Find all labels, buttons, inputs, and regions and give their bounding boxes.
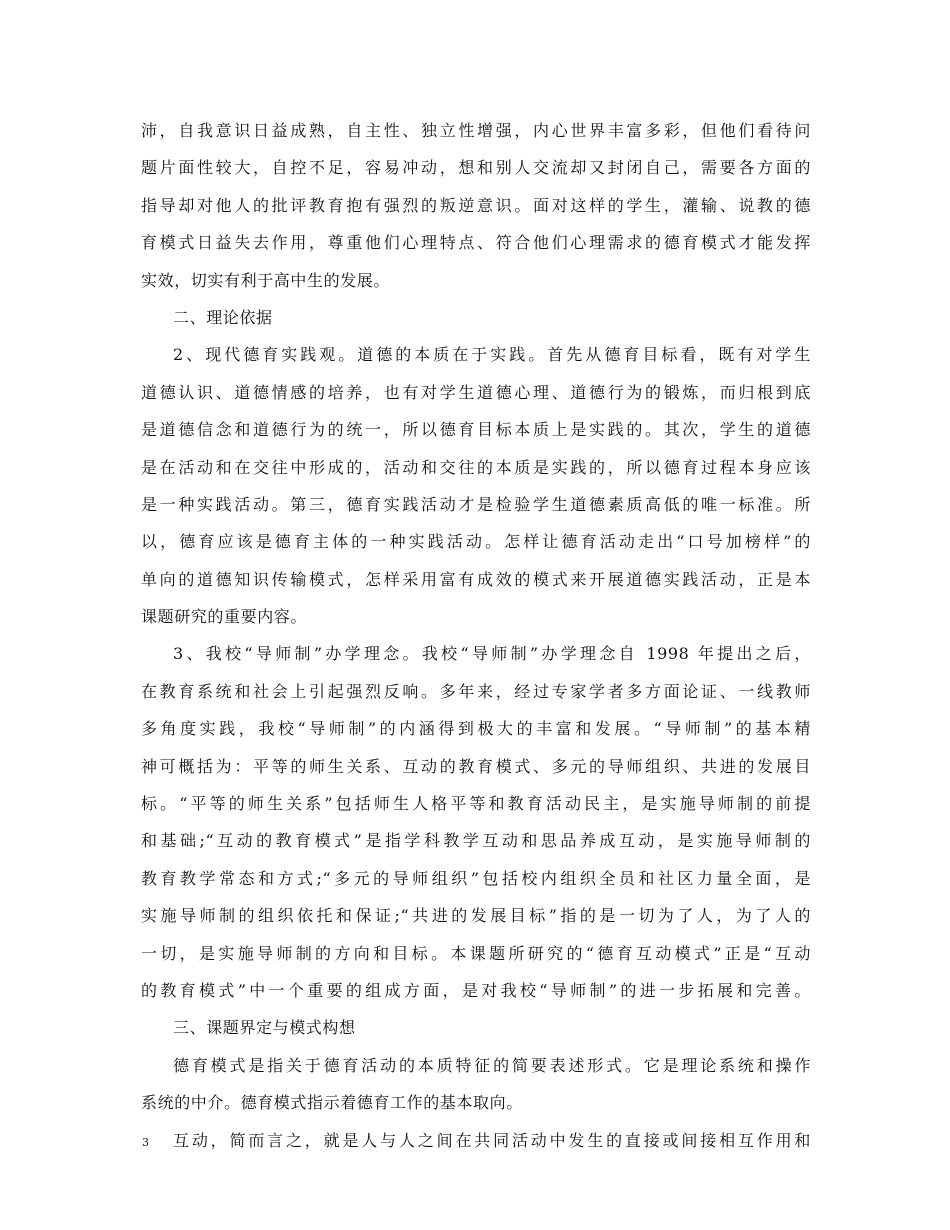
body-line: 实施导师制的组织依托和保证;“共进的发展目标”指的是一切为了人，为了人的 bbox=[141, 906, 811, 926]
body-line: 系统的中介。德育模式指示着德育工作的基本取向。 bbox=[141, 1093, 523, 1113]
body-line: 育模式日益失去作用，尊重他们心理特点、符合他们心理需求的德育模式才能发挥 bbox=[141, 233, 811, 253]
body-line: 一切，是实施导师制的方向和目标。本课题所研究的“德育互动模式”正是“互动 bbox=[141, 943, 811, 963]
page-number: 3 bbox=[142, 1136, 149, 1149]
body-line: 是在活动和在交往中形成的，活动和交往的本质是实践的，所以德育过程本身应该 bbox=[141, 457, 811, 477]
body-line: 指导却对他人的批评教育抱有强烈的叛逆意识。面对这样的学生，灌输、说教的德 bbox=[141, 195, 811, 215]
document-body bbox=[141, 112, 811, 1159]
body-line: 3、我校“导师制”办学理念。我校“导师制”办学理念自 1998 年提出之后， bbox=[173, 644, 811, 664]
body-line: 单向的道德知识传输模式，怎样采用富有成效的模式来开展道德实践活动，正是本 bbox=[141, 569, 811, 589]
body-line: 互动，简而言之，就是人与人之间在共同活动中发生的直接或间接相互作用和 bbox=[173, 1130, 811, 1150]
body-line: 神可概括为：平等的师生关系、互动的教育模式、多元的导师组织、共进的发展目 bbox=[141, 756, 811, 776]
body-line: 是道德信念和道德行为的统一，所以德育目标本质上是实践的。其次，学生的道德 bbox=[141, 420, 811, 440]
body-line: 是一种实践活动。第三，德育实践活动才是检验学生道德素质高低的唯一标准。所 bbox=[141, 494, 811, 514]
body-line: 课题研究的重要内容。 bbox=[141, 607, 308, 627]
body-line: 多角度实践，我校“导师制”的内涵得到极大的丰富和发展。“导师制”的基本精 bbox=[141, 719, 811, 739]
body-line: 的教育模式”中一个重要的组成方面，是对我校“导师制”的进一步拓展和完善。 bbox=[141, 980, 811, 1000]
body-line: 道德认识、道德情感的培养，也有对学生道德心理、道德行为的锻炼，而归根到底 bbox=[141, 382, 811, 402]
body-line: 在教育系统和社会上引起强烈反响。多年来，经过专家学者多方面论证、一线教师 bbox=[141, 681, 811, 701]
body-line: 沛，自我意识日益成熟，自主性、独立性增强，内心世界丰富多彩，但他们看待问 bbox=[141, 121, 811, 140]
body-line: 以，德育应该是德育主体的一种实践活动。怎样让德育活动走出“口号加榜样”的 bbox=[141, 532, 811, 552]
body-line: 2、现代德育实践观。道德的本质在于实践。首先从德育目标看，既有对学生 bbox=[173, 345, 811, 365]
body-line: 题片面性较大，自控不足，容易冲动，想和别人交流却又封闭自己，需要各方面的 bbox=[141, 158, 811, 178]
section-heading: 二、理论依据 bbox=[173, 307, 273, 327]
body-line: 和基础;“互动的教育模式”是指学科教学互动和思品养成互动，是实施导师制的 bbox=[141, 831, 811, 851]
body-line: 标。“平等的师生关系”包括师生人格平等和教育活动民主，是实施导师制的前提 bbox=[141, 794, 811, 814]
section-heading: 三、课题界定与模式构想 bbox=[173, 1018, 356, 1038]
body-line: 实效，切实有利于高中生的发展。 bbox=[141, 270, 391, 290]
body-line: 德育模式是指关于德育活动的本质特征的简要表述形式。它是理论系统和操作 bbox=[173, 1055, 811, 1075]
body-line: 教育教学常态和方式;“多元的导师组织”包括校内组织全员和社区力量全面，是 bbox=[141, 868, 811, 888]
